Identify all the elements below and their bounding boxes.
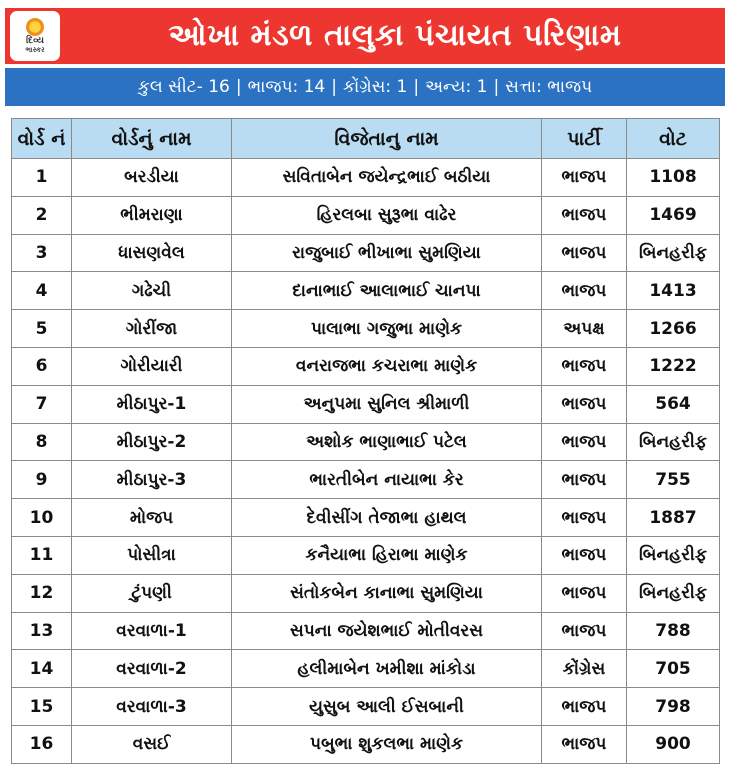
votes-cell: 755 [627, 461, 720, 499]
table-row [12, 423, 720, 461]
table-row [12, 461, 720, 499]
party-cell: અપક્ષ [542, 310, 627, 348]
table-row [12, 612, 720, 650]
votes-cell: 1108 [627, 159, 720, 197]
winner-name-cell: યુસુબ આલી ઈસબાની [232, 688, 542, 726]
table-row [12, 159, 720, 197]
party-cell: ભાજપ [542, 159, 627, 197]
winner-name-cell: પબુભા શુકલભા માણેક [232, 725, 542, 763]
winner-name-cell: હિરલબા સુરૂભા વાઢેર [232, 196, 542, 234]
ward-no-cell: 9 [12, 461, 72, 499]
winner-name-cell: સંતોકબેન કાનાભા સુમણિયા [232, 574, 542, 612]
header-winner-name: વિજેતાનુ નામ [232, 119, 542, 159]
winner-name-cell: સપના જયેશભાઈ મોતીવરસ [232, 612, 542, 650]
ward-name-cell: મીઠાપુર-1 [72, 385, 232, 423]
ward-name-cell: ગોરીયારી [72, 347, 232, 385]
party-cell: ભાજપ [542, 461, 627, 499]
ward-name-cell: પોસીત્રા [72, 536, 232, 574]
header-ward-name: વોર્ડનું નામ [72, 119, 232, 159]
summary-separator: | [331, 77, 337, 97]
ward-no-cell: 5 [12, 310, 72, 348]
votes-cell: 788 [627, 612, 720, 650]
votes-cell: 1469 [627, 196, 720, 234]
table-row [12, 272, 720, 310]
party-cell: ભાજપ [542, 272, 627, 310]
ward-no-cell: 6 [12, 347, 72, 385]
winner-name-cell: દેવીસીંગ તેજાભા હાથલ [232, 499, 542, 537]
party-cell: ભાજપ [542, 423, 627, 461]
summary-separator: | [235, 77, 242, 97]
votes-cell: 900 [627, 725, 720, 763]
table-row [12, 196, 720, 234]
table-row [12, 688, 720, 726]
votes-cell: બિનહરીફ [627, 536, 720, 574]
winner-name-cell: રાજુબાઈ ભીખાભા સુમણિયા [232, 234, 542, 272]
party-cell: ભાજપ [542, 234, 627, 272]
summary-others: અન્ય: 1 [425, 77, 488, 97]
table-row [12, 650, 720, 688]
ward-name-cell: મીઠાપુર-3 [72, 461, 232, 499]
table-row [12, 347, 720, 385]
header-party: પાર્ટી [542, 119, 627, 159]
votes-cell: 1222 [627, 347, 720, 385]
header-banner [5, 8, 725, 64]
votes-cell: 1413 [627, 272, 720, 310]
ward-no-cell: 16 [12, 725, 72, 763]
ward-no-cell: 10 [12, 499, 72, 537]
ward-name-cell: વસઈ [72, 725, 232, 763]
party-cell: ભાજપ [542, 499, 627, 537]
ward-no-cell: 12 [12, 574, 72, 612]
ward-no-cell: 11 [12, 536, 72, 574]
ward-name-cell: વરવાળા-1 [72, 612, 232, 650]
summary-bjp: ભાજપ: 14 [247, 77, 326, 97]
ward-no-cell: 3 [12, 234, 72, 272]
winner-name-cell: દાનાભાઈ આલાભાઈ ચાનપા [232, 272, 542, 310]
ward-no-cell: 15 [12, 688, 72, 726]
summary-congress: કોંગ્રેસ: 1 [342, 77, 408, 97]
results-table [11, 118, 720, 764]
ward-name-cell: ધાસણવેલ [72, 234, 232, 272]
table-row [12, 234, 720, 272]
header-ward-no: વોર્ડ નં [12, 119, 72, 159]
party-cell: ભાજપ [542, 574, 627, 612]
party-cell: ભાજપ [542, 612, 627, 650]
ward-no-cell: 2 [12, 196, 72, 234]
winner-name-cell: સવિતાબેન જયેન્દ્રભાઈ બઠીયા [232, 159, 542, 197]
winner-name-cell: ભારતીબેન નાયાભા કેર [232, 461, 542, 499]
ward-name-cell: વરવાળા-3 [72, 688, 232, 726]
table-row [12, 574, 720, 612]
votes-cell: 705 [627, 650, 720, 688]
ward-no-cell: 4 [12, 272, 72, 310]
winner-name-cell: વનરાજભા કચરાભા માણેક [232, 347, 542, 385]
ward-no-cell: 1 [12, 159, 72, 197]
ward-no-cell: 7 [12, 385, 72, 423]
votes-cell: બિનહરીફ [627, 574, 720, 612]
summary-total-seats: કુલ સીટ- 16 [137, 77, 230, 97]
table-row [12, 310, 720, 348]
party-cell: ભાજપ [542, 536, 627, 574]
table-row [12, 536, 720, 574]
winner-name-cell: કનૈયાભા હિરાભા માણેક [232, 536, 542, 574]
ward-name-cell: વરવાળા-2 [72, 650, 232, 688]
summary-separator: | [413, 77, 420, 97]
summary-bar [5, 68, 725, 106]
table-row [12, 385, 720, 423]
party-cell: ભાજપ [542, 196, 627, 234]
party-cell: ભાજપ [542, 725, 627, 763]
votes-cell: 564 [627, 385, 720, 423]
party-cell: ભાજપ [542, 688, 627, 726]
winner-name-cell: અનુપમા સુનિલ શ્રીમાળી [232, 385, 542, 423]
sun-icon [26, 18, 44, 36]
summary-separator: | [493, 77, 500, 97]
votes-cell: બિનહરીફ [627, 234, 720, 272]
votes-cell: 1887 [627, 499, 720, 537]
ward-name-cell: મીઠાપુર-2 [72, 423, 232, 461]
divya-bhaskar-logo [10, 11, 60, 61]
winner-name-cell: અશોક ભાણાભાઈ પટેલ [232, 423, 542, 461]
table-header-row [12, 119, 720, 159]
table-row [12, 499, 720, 537]
party-cell: કોંગ્રેસ [542, 650, 627, 688]
ward-name-cell: ટુંપણી [72, 574, 232, 612]
party-cell: ભાજપ [542, 347, 627, 385]
ward-name-cell: ગઢેચી [72, 272, 232, 310]
summary-power: સત્તા: ભાજપ [505, 77, 593, 97]
votes-cell: 798 [627, 688, 720, 726]
winner-name-cell: પાલાભા ગજુભા માણેક [232, 310, 542, 348]
logo-text-line2: ભાસ્કર [25, 46, 45, 54]
ward-no-cell: 13 [12, 612, 72, 650]
logo-text-line1: દિવ્ય [26, 36, 44, 46]
votes-cell: બિનહરીફ [627, 423, 720, 461]
party-cell: ભાજપ [542, 385, 627, 423]
votes-cell: 1266 [627, 310, 720, 348]
table-row [12, 725, 720, 763]
ward-name-cell: ભીમરાણા [72, 196, 232, 234]
ward-name-cell: બરડીયા [72, 159, 232, 197]
ward-no-cell: 14 [12, 650, 72, 688]
ward-no-cell: 8 [12, 423, 72, 461]
ward-name-cell: મોજપ [72, 499, 232, 537]
header-votes: વોટ [627, 119, 720, 159]
page-title: ઓખા મંડળ તાલુકા પંચાયત પરિણામ [168, 18, 622, 53]
ward-name-cell: ગોરીંજા [72, 310, 232, 348]
winner-name-cell: હલીમાબેન ખમીશા માંકોડા [232, 650, 542, 688]
